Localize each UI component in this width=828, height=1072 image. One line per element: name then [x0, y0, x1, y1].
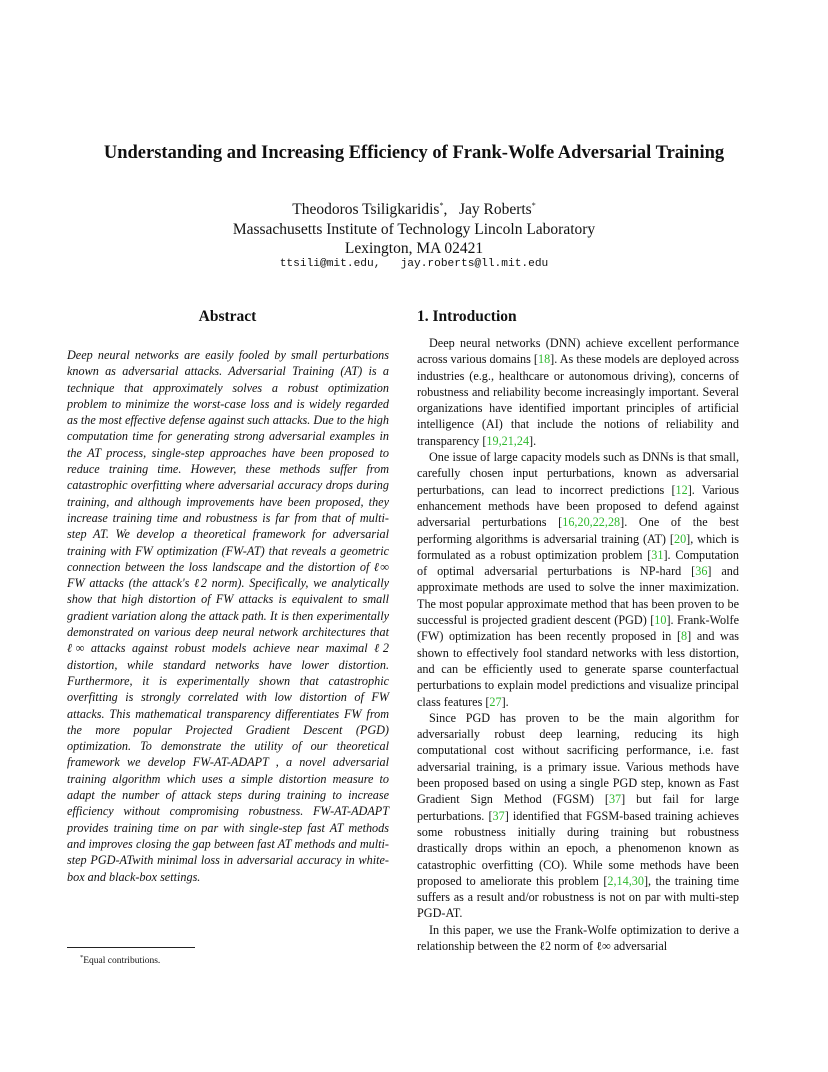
author-location: Lexington, MA 02421 — [344, 240, 484, 257]
citation-link[interactable]: 36 — [695, 564, 708, 579]
citation-link[interactable]: 2,14,30 — [607, 873, 644, 888]
citation-link[interactable]: 37 — [492, 808, 505, 823]
paper-title: Understanding and Increasing Efficiency of Frank-Wolfe Adversarial Training — [103, 143, 725, 163]
introduction-heading: 1. Introduction — [417, 308, 517, 325]
intro-paragraph: Deep neural networks (DNN) achieve excellent performance across various domains [18]. As these models are deployed across industries (e.g., healthcare or autonomous driving), concerns of robustness and reliability become increasingly important. Several organizations have identified important principles of artificial intelligence (AI) that include the notions of reliability and transparency [19,21,24]. — [417, 336, 739, 448]
footnote-divider — [67, 947, 195, 948]
abstract-heading: Abstract — [198, 308, 257, 325]
citation-link[interactable]: 37 — [608, 792, 622, 807]
author-affiliation: Massachusetts Institute of Technology Lincoln Laboratory — [232, 220, 596, 238]
author-name: Jay Roberts — [458, 201, 532, 218]
citation-link[interactable]: 8 — [681, 629, 688, 644]
author-name: Theodoros Tsiligkaridis — [292, 201, 440, 218]
citation-link[interactable]: 18 — [537, 352, 551, 367]
author-names: Theodoros Tsiligkaridis*, Jay Roberts* — [292, 201, 536, 218]
author-block — [40, 196, 788, 259]
abstract-text: Deep neural networks are easily fooled by small perturbations known as adversarial attacks. Adversarial Training (AT) is a technique that approximately solves a robust optimization problem to minimize the worst-case loss and is widely regarded as the most effective defense against such attacks. Due to the high computation time for generating strong adversarial examples in the AT process, single-step approaches have been proposed to reduce training time. However, these methods suffer from catastrophic overfitting where adversarial accuracy drops during training, and although improvements have been proposed, they increase training time and robustness is far from that of multi-step AT. We develop a theoretical framework for adversarial training with FW optimization (FW-AT) that reveals a geometric connection between the loss landscape and the distortion of ℓ∞ FW attacks (the attack's ℓ2 norm). Specifically, we analytically show that high distortion of FW attacks is equivalent to small gradient variation along the attack path. It is then experimentally demonstrated on various deep neural network architectures that ℓ∞ attacks against robust models achieve near maximal ℓ2 distortion, while standard networks have lower distortion. Furthermore, it is experimentally shown that catastrophic overfitting is strongly correlated with low distortion of FW attacks. This mathematical transparency differentiates FW from the more popular Projected Gradient Descent (PGD) optimization. To demonstrate the utility of our theoretical framework we develop FW-AT-ADAPT , a novel adversarial training algorithm which uses a simple distortion measure to adapt the number of attack steps during training to increase efficiency without compromising robustness. FW-AT-ADAPT provides training time on par with single-step fast AT methods and improves closing the gap between fast AT methods and multi-step PGD-ATwith minimal loss in adversarial accuracy in white-box and black-box settings. — [67, 348, 389, 884]
introduction-body — [417, 335, 739, 954]
equal-contribution-mark: * — [439, 201, 444, 210]
footnote-text: Equal contributions. — [83, 956, 161, 966]
citation-link[interactable]: 16,20,22,28 — [562, 515, 621, 530]
equal-contribution-mark: * — [531, 201, 536, 210]
citation-link[interactable]: 27 — [489, 694, 502, 709]
citation-link[interactable]: 20 — [673, 531, 687, 546]
citation-link[interactable]: 12 — [675, 482, 688, 497]
citation-link[interactable]: 31 — [651, 547, 664, 562]
citation-link[interactable]: 19,21,24 — [486, 433, 530, 448]
intro-paragraph: One issue of large capacity models such as DNNs is that small, carefully chosen input perturbations, known as adversarial perturbations, can lead to incorrect predictions [12]. Various enhancement methods have been proposed to defend against adversarial perturbations [16,20,22,28]. One of the best performing algorithms is adversarial training (AT) [20], which is formulated as a robust optimization problem [31]. Computation of optimal adversarial perturbations is NP-hard [36] and approximate methods are used to solve the inner maximization. The most popular approximate method that has been proven to be successful is projected gradient descent (PGD) [10]. Frank-Wolfe (FW) optimization has been recently proposed in [8] and was shown to effectively fool standard networks with less distortion, and can be efficiently used to generate sparse counterfactual perturbations to explain model predictions and visualize principal class features [27]. — [417, 450, 740, 709]
footnote-mark: * — [80, 954, 84, 961]
author-emails: ttsili@mit.edu, jay.roberts@ll.mit.edu — [279, 258, 549, 270]
citation-link[interactable]: 10 — [654, 613, 667, 628]
footnote — [80, 952, 160, 967]
intro-paragraph: In this paper, we use the Frank-Wolfe optimization to derive a relationship between the ℓ2 norm of ℓ∞ adversarial — [417, 922, 739, 953]
intro-paragraph: Since PGD has proven to be the main algorithm for adversarially robust deep learning, reducing its high computational cost without sacrificing performance, i.e. fast adversarial training, is a primary issue. Various methods have been proposed based on using a single PGD step, known as Fast Gradient Sign Method (FGSM) [37] but fail for large perturbations. [37] identified that FGSM-based training achieves some robustness initially during training but robustness drastically drops within an epoch, a phenomenon known as catastrophic overfitting (CO). While some methods have been proposed to ameliorate this problem [2,14,30], the training time suffers as a result and/or robustness is not on par with multi-step PGD-AT. — [417, 710, 739, 921]
